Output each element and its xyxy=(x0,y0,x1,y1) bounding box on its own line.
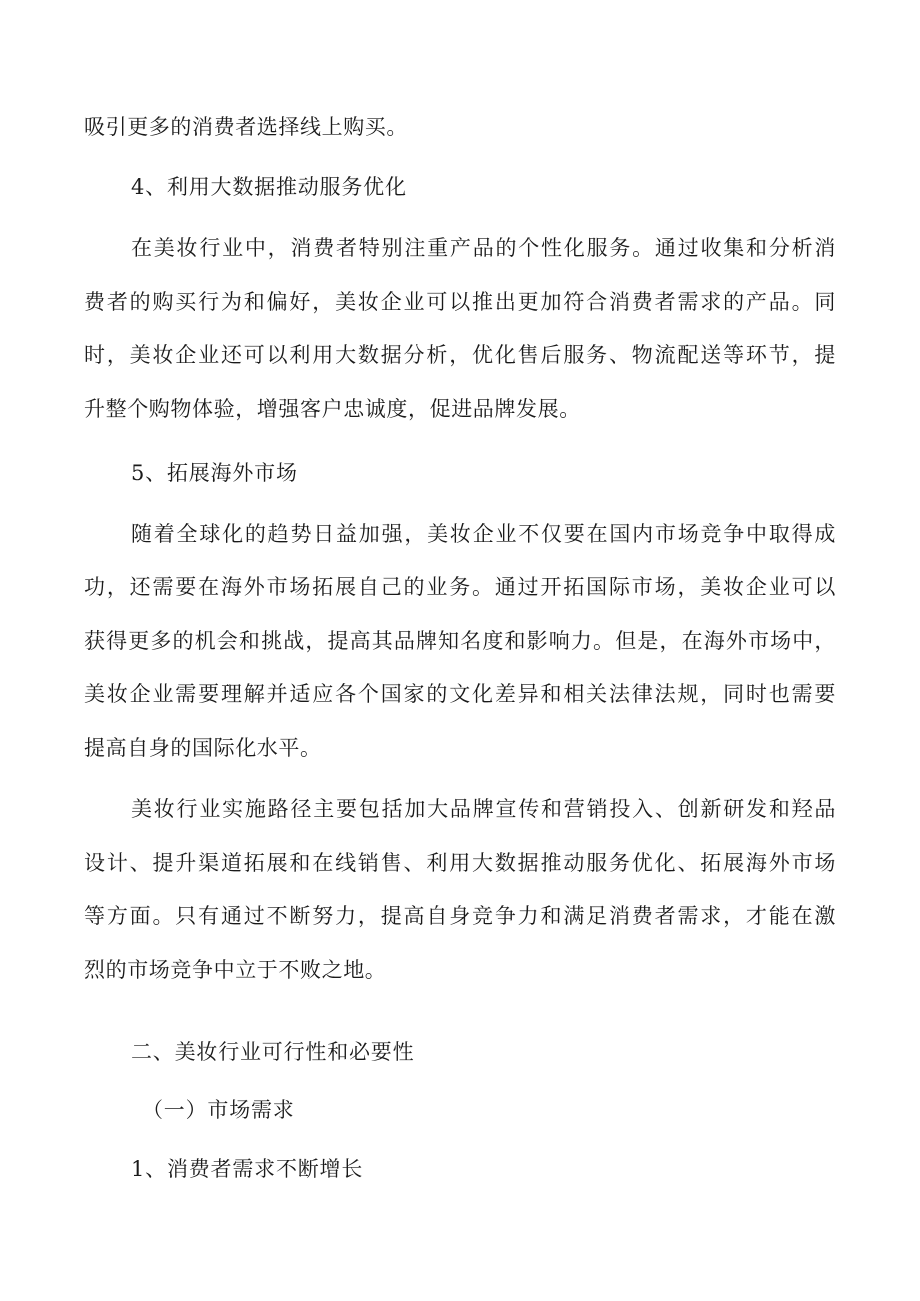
section-heading-4: 4、利用大数据推动服务优化 xyxy=(131,175,407,199)
paragraph-line: 美妆行业实施路径主要包括加大品牌宣传和营销投入、创新研发和羟品 xyxy=(131,797,836,821)
paragraph-line: 等方面。只有通过不断努力，提高自身竞争力和满足消费者需求，才能在激 xyxy=(84,904,836,928)
paragraph-line: 随着全球化的趋势日益加强，美妆企业不仅要在国内市场竞争中取得成 xyxy=(131,522,836,546)
paragraph-line: 时，美妆企业还可以利用大数据分析，优化售后服务、物流配送等环节，提 xyxy=(84,343,836,367)
paragraph-line: 烈的市场竞争中立于不败之地。 xyxy=(84,958,387,982)
paragraph-line: 在美妆行业中，消费者特别注重产品的个性化服务。通过收集和分析消 xyxy=(131,236,836,260)
subsection-heading: （一）市场需求 xyxy=(142,1098,295,1122)
section-heading-5: 5、拓展海外市场 xyxy=(131,461,298,485)
paragraph-line: 升整个购物体验，增强客户忠诚度，促进品牌发展。 xyxy=(84,397,581,421)
paragraph-line: 提高自身的国际化水平。 xyxy=(84,736,322,760)
paragraph-line: 费者的购买行为和偏好，美妆企业可以推出更加符合消费者需求的产品。同 xyxy=(84,290,836,314)
paragraph-continuation-line: 吸引更多的消费者选择线上购买。 xyxy=(84,115,408,139)
paragraph-line: 设计、提升渠道拓展和在线销售、利用大数据推动服务优化、拓展海外市场 xyxy=(84,851,836,875)
chapter-heading: 二、美妆行业可行性和必要性 xyxy=(131,1040,415,1064)
paragraph-line: 美妆企业需要理解并适应各个国家的文化差异和相关法律法规，同时也需要 xyxy=(84,682,836,706)
paragraph-line: 功，还需要在海外市场拓展自己的业务。通过开拓国际市场，美妆企业可以 xyxy=(84,575,836,599)
item-heading: 1、消费者需求不断增长 xyxy=(131,1157,364,1181)
paragraph-line: 获得更多的机会和挑战，提高其品牌知名度和影响力。但是，在海外市场中， xyxy=(84,629,836,653)
